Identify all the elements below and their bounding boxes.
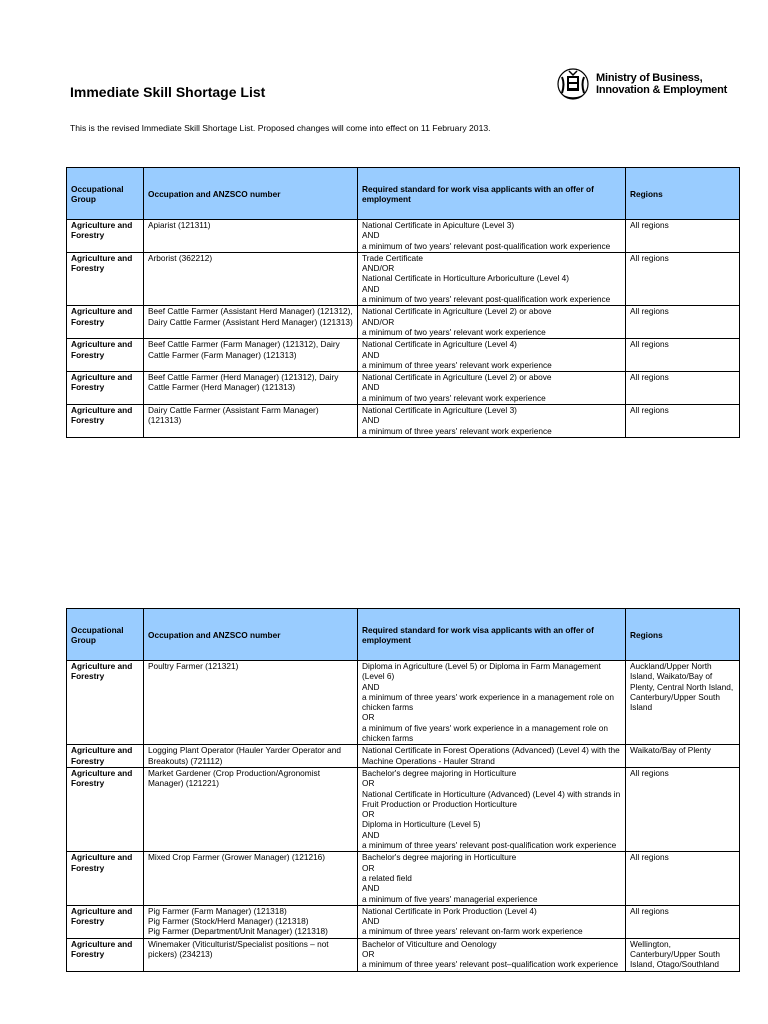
cell-standard-line: Diploma in Agriculture (Level 5) or Diploma in Farm Management (Level 6) xyxy=(362,661,601,682)
cell-occupation xyxy=(144,905,358,938)
cell-standard-line: National Certificate in Apiculture (Level 3) xyxy=(362,220,515,230)
cell-standard-line: National Certificate in Pork Production (Level 4) xyxy=(362,905,537,916)
cell-group: Agriculture and Forestry xyxy=(67,220,144,253)
cell-group: Agriculture and Forestry xyxy=(67,905,144,938)
cell-regions xyxy=(626,306,740,339)
cell-group: Agriculture and Forestry xyxy=(67,252,144,305)
cell-standard-line: a minimum of two years' relevant work experience xyxy=(362,326,546,337)
cell-standard xyxy=(358,306,626,339)
table-row xyxy=(67,220,740,253)
cell-occupation xyxy=(144,767,358,851)
cell-standard xyxy=(358,938,626,971)
cell-regions xyxy=(626,372,740,405)
cell-standard-line: National Certificate in Agriculture (Level 2) or above xyxy=(362,372,552,383)
cell-standard-line: a minimum of two years' relevant work experience xyxy=(362,392,546,403)
cell-standard-line: a minimum of three years' relevant post-qualification work experience xyxy=(362,840,617,851)
cell-standard-line: a minimum of two years' relevant post-qualification work experience xyxy=(362,294,611,305)
cell-standard-line: Bachelor's degree majoring in Horticulture xyxy=(362,767,517,778)
cell-group: Agriculture and Forestry xyxy=(67,767,144,851)
cell-standard-line: AND xyxy=(362,883,380,894)
cell-regions xyxy=(626,852,740,905)
cell-standard-line: AND xyxy=(362,829,380,840)
cell-regions xyxy=(626,252,740,305)
cell-occupation-line: Market Gardener (Crop Production/Agronomist Manager) (121221) xyxy=(148,767,321,789)
cell-standard-line: a minimum of three years' relevant on-farm work experience xyxy=(362,926,583,937)
cell-occupation-line: Pig Farmer (Farm Manager) (121318) xyxy=(148,905,287,916)
cell-standard-line: a minimum of five years' work experience in a management role on chicken farms xyxy=(362,722,608,744)
cell-occupation xyxy=(144,938,358,971)
cell-regions-line: All regions xyxy=(630,252,669,263)
cell-group: Agriculture and Forestry xyxy=(67,852,144,905)
cell-occupation xyxy=(144,372,358,405)
header-standard: Required standard for work visa applicants with an offer of employment xyxy=(358,609,626,661)
cell-standard-line: National Certificate in Agriculture (Level 2) or above xyxy=(362,306,552,317)
table-row xyxy=(67,905,740,938)
cell-standard-line: AND/OR xyxy=(362,316,395,327)
ministry-logo xyxy=(556,66,736,102)
cell-occupation-line: Beef Cattle Farmer (Farm Manager) (121312), Dairy Cattle Farmer (Farm Manager) (121313) xyxy=(148,339,340,360)
cell-standard xyxy=(358,745,626,768)
cell-occupation-line: Dairy Cattle Farmer (Assistant Farm Manager) (121313) xyxy=(148,405,319,426)
skill-shortage-table-1 xyxy=(66,167,740,438)
cell-standard-line: AND xyxy=(362,681,380,692)
header-group: Occupational Group xyxy=(67,609,144,661)
cell-standard-line: OR xyxy=(362,778,375,789)
cell-standard-line: Bachelor's degree majoring in Horticulture xyxy=(362,852,517,863)
cell-occupation xyxy=(144,220,358,253)
cell-group: Agriculture and Forestry xyxy=(67,661,144,745)
header-group: Occupational Group xyxy=(67,168,144,220)
cell-standard-line: OR xyxy=(362,949,375,960)
cell-standard-line: OR xyxy=(362,862,375,873)
cell-occupation-line: Logging Plant Operator (Hauler Yarder Operator and Breakouts) (721112) xyxy=(148,745,341,766)
cell-standard-line: a minimum of two years' relevant post-qualification work experience xyxy=(362,240,611,251)
cell-occupation-line: Winemaker (Viticulturist/Specialist positions – not pickers) (234213) xyxy=(148,938,329,960)
cell-regions-line: Wellington, Canterbury/Upper South Island, Otago/Southland xyxy=(630,938,720,970)
cell-standard-line: National Certificate in Agriculture (Level 4) xyxy=(362,339,517,350)
cell-standard-line: AND xyxy=(362,415,380,426)
cell-regions-line: All regions xyxy=(630,405,669,416)
cell-regions xyxy=(626,745,740,768)
cell-regions-line: All regions xyxy=(630,306,669,317)
header-regions: Regions xyxy=(626,168,740,220)
table-header-row xyxy=(67,609,740,661)
cell-standard-line: OR xyxy=(362,809,375,820)
cell-standard-line: AND xyxy=(362,283,380,294)
cell-occupation xyxy=(144,306,358,339)
cell-standard-line: Trade Certificate xyxy=(362,252,424,263)
cell-occupation xyxy=(144,852,358,905)
cell-group: Agriculture and Forestry xyxy=(67,339,144,372)
cell-occupation-line: Arborist (362212) xyxy=(148,252,213,263)
cell-standard-line: AND xyxy=(362,349,380,360)
cell-group: Agriculture and Forestry xyxy=(67,745,144,768)
cell-regions-line: Auckland/Upper North Island, Waikato/Bay of Plenty, Central North Island, Canterbury/Upper South Island xyxy=(630,661,734,713)
cell-regions xyxy=(626,405,740,438)
cell-group: Agriculture and Forestry xyxy=(67,306,144,339)
cell-occupation xyxy=(144,405,358,438)
cell-occupation xyxy=(144,661,358,745)
cell-standard xyxy=(358,905,626,938)
cell-standard-line: AND xyxy=(362,382,380,393)
table-row xyxy=(67,372,740,405)
cell-standard xyxy=(358,767,626,851)
header-occupation: Occupation and ANZSCO number xyxy=(144,168,358,220)
cell-regions xyxy=(626,661,740,745)
cell-regions xyxy=(626,339,740,372)
cell-standard-line: National Certificate in Forest Operations (Advanced) (Level 4) with the Machine Operations - Hauler Strand xyxy=(362,745,620,766)
table-row xyxy=(67,745,740,768)
ministry-name-line2: Innovation & Employment xyxy=(596,84,728,96)
cell-occupation-line: Apiarist (121311) xyxy=(148,220,211,230)
cell-occupation-line: Mixed Crop Farmer (Grower Manager) (121216) xyxy=(148,852,326,863)
cell-regions-line: Waikato/Bay of Plenty xyxy=(630,745,711,756)
cell-standard xyxy=(358,405,626,438)
skill-shortage-table-2 xyxy=(66,608,740,972)
cell-regions xyxy=(626,938,740,971)
cell-standard-line: National Certificate in Horticulture (Advanced) (Level 4) with strands in Fruit Production or Production Horticulture xyxy=(362,788,621,809)
table-row xyxy=(67,661,740,745)
cell-regions-line: All regions xyxy=(630,220,669,230)
cell-regions-line: All regions xyxy=(630,372,669,383)
cell-regions-line: All regions xyxy=(630,905,669,916)
cell-occupation-line: Pig Farmer (Department/Unit Manager) (121318) xyxy=(148,926,328,937)
cell-standard-line: OR xyxy=(362,712,375,723)
cell-standard-line: Diploma in Horticulture (Level 5) xyxy=(362,819,481,830)
cell-standard-line: AND xyxy=(362,916,380,927)
table-row xyxy=(67,405,740,438)
table-row xyxy=(67,938,740,971)
cell-occupation xyxy=(144,339,358,372)
cell-standard-line: AND/OR xyxy=(362,263,395,274)
cell-standard xyxy=(358,661,626,745)
cell-standard-line: Bachelor of Viticulture and Oenology xyxy=(362,938,497,949)
cell-standard-line: a minimum of three years' work experience in a management role on chicken farms xyxy=(362,691,614,713)
cell-regions-line: All regions xyxy=(630,767,669,778)
table-header-row xyxy=(67,168,740,220)
cell-standard-line: AND xyxy=(362,230,380,241)
table-row xyxy=(67,767,740,851)
cell-standard xyxy=(358,339,626,372)
cell-standard-line: a minimum of three years' relevant work experience xyxy=(362,359,552,370)
cell-occupation xyxy=(144,252,358,305)
header-regions: Regions xyxy=(626,609,740,661)
cell-occupation-line: Poultry Farmer (121321) xyxy=(148,661,239,671)
cell-standard-line: National Certificate in Agriculture (Level 3) xyxy=(362,405,517,416)
cell-standard-line: a minimum of three years' relevant work experience xyxy=(362,425,552,436)
table-row xyxy=(67,339,740,372)
cell-standard-line: a minimum of five years' managerial experience xyxy=(362,893,538,904)
cell-regions xyxy=(626,767,740,851)
cell-standard xyxy=(358,252,626,305)
cell-regions-line: All regions xyxy=(630,852,669,863)
intro-text: This is the revised Immediate Skill Shortage List. Proposed changes will come into effect on 11 February 2013. xyxy=(70,123,491,133)
cell-occupation xyxy=(144,745,358,768)
cell-standard-line: a related field xyxy=(362,872,412,883)
page-title: Immediate Skill Shortage List xyxy=(70,84,266,100)
cell-standard xyxy=(358,372,626,405)
cell-regions-line: All regions xyxy=(630,339,669,350)
cell-occupation-line: Pig Farmer (Stock/Herd Manager) (121318) xyxy=(148,916,309,927)
header-standard: Required standard for work visa applicants with an offer of employment xyxy=(358,168,626,220)
cell-group: Agriculture and Forestry xyxy=(67,938,144,971)
table-row xyxy=(67,252,740,305)
table-row xyxy=(67,306,740,339)
cell-standard xyxy=(358,220,626,253)
cell-occupation-line: Beef Cattle Farmer (Herd Manager) (121312), Dairy Cattle Farmer (Herd Manager) (121313) xyxy=(148,372,339,393)
cell-standard-line: National Certificate in Horticulture Arboriculture (Level 4) xyxy=(362,273,570,284)
cell-regions xyxy=(626,220,740,253)
cell-group: Agriculture and Forestry xyxy=(67,372,144,405)
cell-standard-line: a minimum of three years' relevant post–qualification work experience xyxy=(362,959,619,970)
nz-coat-of-arms-icon xyxy=(556,67,590,101)
table-row xyxy=(67,852,740,905)
cell-occupation-line: Beef Cattle Farmer (Assistant Herd Manager) (121312), Dairy Cattle Farmer (Assistant Herd Manager) (121313) xyxy=(148,306,353,327)
cell-group: Agriculture and Forestry xyxy=(67,405,144,438)
cell-regions xyxy=(626,905,740,938)
header-occupation: Occupation and ANZSCO number xyxy=(144,609,358,661)
cell-standard xyxy=(358,852,626,905)
ministry-name-line1: Ministry of Business, xyxy=(596,72,703,84)
